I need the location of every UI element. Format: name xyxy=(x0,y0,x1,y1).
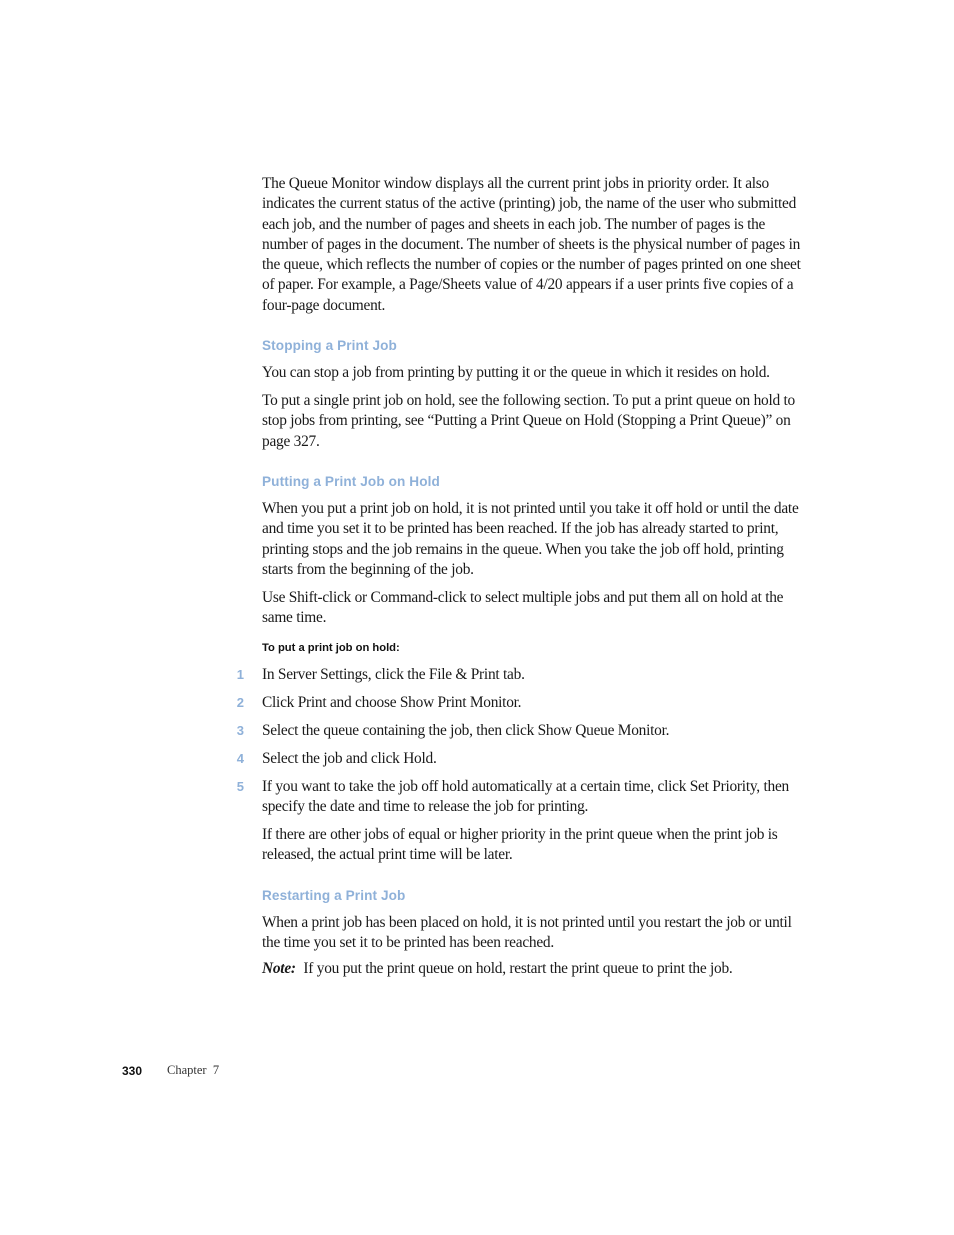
step-text: If you want to take the job off hold automatically at a certain time, click Set Priority, then specify the date and time to release the job for printing. xyxy=(262,778,789,816)
stopping-paragraph-1: You can stop a job from printing by putting it or the queue in which it resides on hold. xyxy=(262,364,770,381)
step-number: 2 xyxy=(236,695,244,710)
step-text: In Server Settings, click the File & Print tab. xyxy=(262,666,525,683)
note-text: If you put the print queue on hold, restart the print queue to print the job. xyxy=(303,960,733,977)
note-label: Note: xyxy=(262,960,296,977)
page-number: 330 xyxy=(122,1064,143,1078)
chapter-label: Chapter 7 xyxy=(167,1063,220,1077)
note-paragraph xyxy=(262,959,807,979)
procedure-heading: To put a print job on hold: xyxy=(262,642,400,654)
step-text: Select the queue containing the job, then click Show Queue Monitor. xyxy=(262,722,670,739)
step-text: Select the job and click Hold. xyxy=(262,750,437,767)
step-number: 1 xyxy=(236,667,244,682)
step-text: Click Print and choose Show Print Monitor. xyxy=(262,694,522,711)
hold-paragraph-2: Use Shift-click or Command-click to select multiple jobs and put them all on hold at the same time. xyxy=(262,589,784,627)
section-heading-stopping: Stopping a Print Job xyxy=(262,338,397,353)
step-number: 4 xyxy=(236,751,244,766)
after-steps-paragraph: If there are other jobs of equal or higher priority in the print queue when the print job is released, the actual print time will be later. xyxy=(262,826,778,864)
hold-paragraph-1: When you put a print job on hold, it is not printed until you take it off hold or until the date and time you set it to be printed has been reached. If the job has already started to print, printing stops and the job remains in the queue. When you take the job off hold, printing starts from the beginning of the job. xyxy=(262,500,799,578)
section-heading-restarting: Restarting a Print Job xyxy=(262,888,406,903)
step-number: 5 xyxy=(236,779,244,794)
stopping-paragraph-2: To put a single print job on hold, see the following section. To put a print queue on hold to stop jobs from printing, see “Putting a Print Queue on Hold (Stopping a Print Queue)” on page 327. xyxy=(262,392,795,450)
restarting-paragraph: When a print job has been placed on hold, it is not printed until you restart the job or until the time you set it to be printed has been reached. xyxy=(262,914,792,952)
step-number: 3 xyxy=(236,723,244,738)
intro-paragraph: The Queue Monitor window displays all the current print jobs in priority order. It also indicates the current status of the active (printing) job, the name of the user who submitted each job, and the number of pages and sheets in each job. The number of pages is the number of pages in the document. The number of sheets is the physical number of pages in the queue, which reflects the number of copies or the number of pages printed on one sheet of paper. For example, a Page/Sheets value of 4/20 appears if a user prints five copies of a four-page document. xyxy=(262,175,801,314)
section-heading-hold: Putting a Print Job on Hold xyxy=(262,474,440,489)
